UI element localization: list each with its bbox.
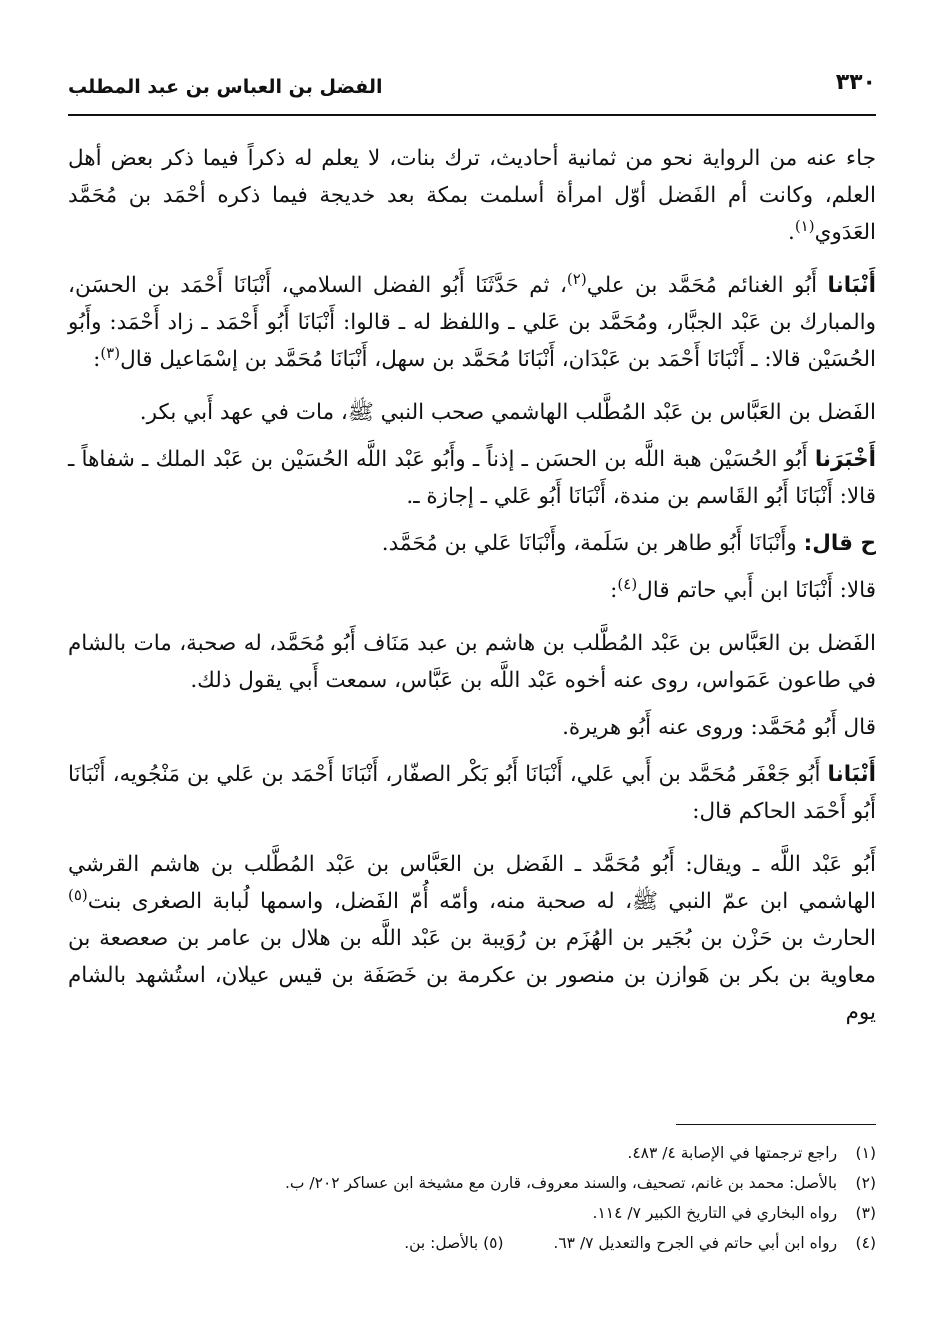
isnad-lead: أَخْبَرَنا [814, 447, 876, 472]
isnad-lead: أَنْبَانا [827, 762, 876, 787]
footnote-text: بالأصل: بن. [404, 1234, 479, 1252]
footnote-text: بالأصل: محمد بن غانم، تصحيف، والسند معروف، قارن مع مشيخة ابن عساكر ٢٠٢/ ب. [284, 1174, 838, 1192]
paragraph-4 [68, 441, 876, 515]
paragraph-9 [68, 756, 876, 830]
footnote-2 [68, 1168, 876, 1198]
footnote-ref-2[interactable]: (٢) [566, 269, 587, 288]
footnotes [68, 1138, 876, 1258]
paragraph-text: وأَنْبَانَا أَبُو طاهر بن سَلَمة، وأَنْبَانَا عَلي بن مُحَمَّد. [381, 531, 797, 556]
paragraph-8 [68, 709, 876, 746]
paragraph-text: أَبُو الحُسَيْن هبة اللَّه بن الحسَن ـ إذناً ـ وأَبُو عَبْد اللَّه الحُسَيْن بن عَبْد الملك ـ شفاهاً ـ قالا: أَنْبَانَا أَبُو القَاسم بن مندة، أَنْبَانَا أَبُو عَلي ـ إجازة ـ. [68, 447, 876, 509]
footnote-3 [68, 1198, 876, 1228]
footnote-ref-1[interactable]: (١) [794, 216, 815, 235]
paragraph-7 [68, 625, 876, 699]
page-header [68, 66, 876, 116]
footnote-text: رواه ابن أبي حاتم في الجرح والتعديل ٧/ ٦٣. [553, 1234, 838, 1252]
paragraph-text: الفَضل بن العَبَّاس بن عَبْد المُطَّلب الهاشمي صحب النبي ﷺ، مات في عهد أَبي بكر. [139, 400, 876, 425]
footnote-ref-3[interactable]: (٣) [100, 343, 121, 362]
footnote-divider [676, 1124, 876, 1125]
isnad-lead: أَنْبَانا [827, 273, 876, 298]
paragraph-text: ، ثم حَدَّثَنَا أَبُو الفضل السلامي، أَنْبَانَا أَحْمَد بن الحسَن، والمبارك بن عَبْد الجبَّار، ومُحَمَّد بن عَلي ـ واللفظ له ـ قالوا: أَنْبَانَا أَبُو أَحْمَد ـ زاد أَحْمَد: وأَبُو الحُسَيْن قالا: ـ أَنْبَانَا أَحْمَد بن عَبْدَان، أَنْبَانَا مُحَمَّد بن سهل، أَنْبَانَا مُحَمَّد بن إسْمَاعيل قال [68, 273, 876, 372]
footnote-text: رواه البخاري في التاريخ الكبير ٧/ ١١٤. [592, 1204, 838, 1222]
paragraph-1: جاء عنه من الرواية نحو من ثمانية أحاديث، ترك بنات، لا يعلم له ذكراً فيما ذكر بعض أهل العلم، وكانت أم الفَضل أوّل امرأة أسلمت بمكة بعد خديجة فيما ذكره أحْمَد بن مُحَمَّد العَدَوي$^{(١)}$. [68, 146, 876, 245]
footnote-4-5 [68, 1228, 876, 1258]
footnote-text: راجع ترجمتها في الإصابة ٤/ ٤٨٣. [627, 1144, 838, 1162]
paragraph-text: أَبُو عَبْد اللَّه ـ ويقال: أَبُو مُحَمَّد ـ الفَضل بن العَبَّاس بن عَبْد المُطَّلب بن هاشم القرشي الهاشمي ابن عمّ النبي ﷺ، له صحبة منه، وأمّه أُمّ الفَضل، واسمها لُبابة الصغرى بنت [68, 852, 876, 914]
footnote-ref-4[interactable]: (٤) [617, 574, 638, 593]
paragraph-text: قالا: أَنْبَانَا ابن أَبي حاتم قال [637, 578, 876, 603]
footnote-number: (١) [855, 1144, 876, 1162]
footnote-number: (٤) [855, 1234, 876, 1252]
footnote-1 [68, 1138, 876, 1168]
running-title: الفضل بن العباس بن عبد المطلب [68, 76, 383, 98]
footnote-number: (٢) [855, 1174, 876, 1192]
paragraph-10 [68, 846, 876, 1031]
paragraph-5 [68, 525, 876, 562]
main-text [68, 140, 876, 1047]
page-number: ٣٣٠ [835, 70, 876, 95]
paragraph-3 [68, 394, 876, 431]
footnote-number: (٥) [483, 1234, 504, 1252]
paragraph-text: الحارث بن حَزْن بن بُجَير بن الهُزَم بن رُوَيبة بن عَبْد اللَّه بن هلال بن عامر بن صعصعة بن معاوية بن بكر بن هَوازن بن منصور بن عكرمة بن خَصَفَة بن قيس عيلان، استُشهد بالشام يوم [68, 926, 876, 1025]
paragraph-text: قال أَبُو مُحَمَّد: وروى عنه أَبُو هريرة. [562, 715, 876, 740]
paragraph-text: الفَضل بن العَبَّاس بن عَبْد المُطَّلب بن هاشم بن عبد مَنَاف أَبُو مُحَمَّد، له صحبة، مات بالشام في طاعون عَمَواس، روى عنه أخوه عَبْد اللَّه بن عَبَّاس، سمعت أَبي يقول ذلك. [68, 631, 876, 693]
footnote-ref-5[interactable]: (٥) [68, 885, 88, 904]
paragraph-text: أَبُو جَعْفَر مُحَمَّد بن أَبي عَلي، أَنْبَانَا أَبُو بَكْر الصفّار، أَنْبَانَا أَحْمَد بن عَلي بن مَنْجُويه، أَنْبَانَا أَبُو أَحْمَد الحاكم قال: [68, 762, 876, 824]
paragraph-2: أَنْبَانا أَبُو الغنائم مُحَمَّد بن علي$^{(٢)}$، ثم حَدَّثَنَا أَبُو الفضل السلامي، أَنْبَانَا أَحْمَد بن الحسَن، والمبارك بن عَبْد الجبَّار، ومُحَمَّد بن عَلي ـ واللفظ له ـ قالوا: أَنْبَانَا أَبُو أَحْمَد ـ زاد أَحْمَد: وأَبُو الحُسَيْن قالا: ـ أَنْبَانَا أَحْمَد بن عَبْدَان، أَنْبَانَا مُحَمَّد بن سهل، أَنْبَانَا مُحَمَّد بن إسْمَاعيل قال$^{(٣)}$: [68, 269, 876, 372]
paragraph-6: قالا: أَنْبَانَا ابن أَبي حاتم قال$^{(٤)}$: [610, 574, 876, 603]
footnote-number: (٣) [855, 1204, 876, 1222]
isnad-lead: ح قال: [803, 531, 876, 556]
paragraph-text: أَبُو الغنائم مُحَمَّد بن علي [586, 273, 818, 298]
paragraph-text: جاء عنه من الرواية نحو من ثمانية أحاديث، ترك بنات، لا يعلم له ذكراً فيما ذكر بعض أهل العلم، وكانت أم الفَضل أوّل امرأة أسلمت بمكة بعد خديجة فيما ذكره أحْمَد بن مُحَمَّد العَدَوي [68, 146, 876, 245]
